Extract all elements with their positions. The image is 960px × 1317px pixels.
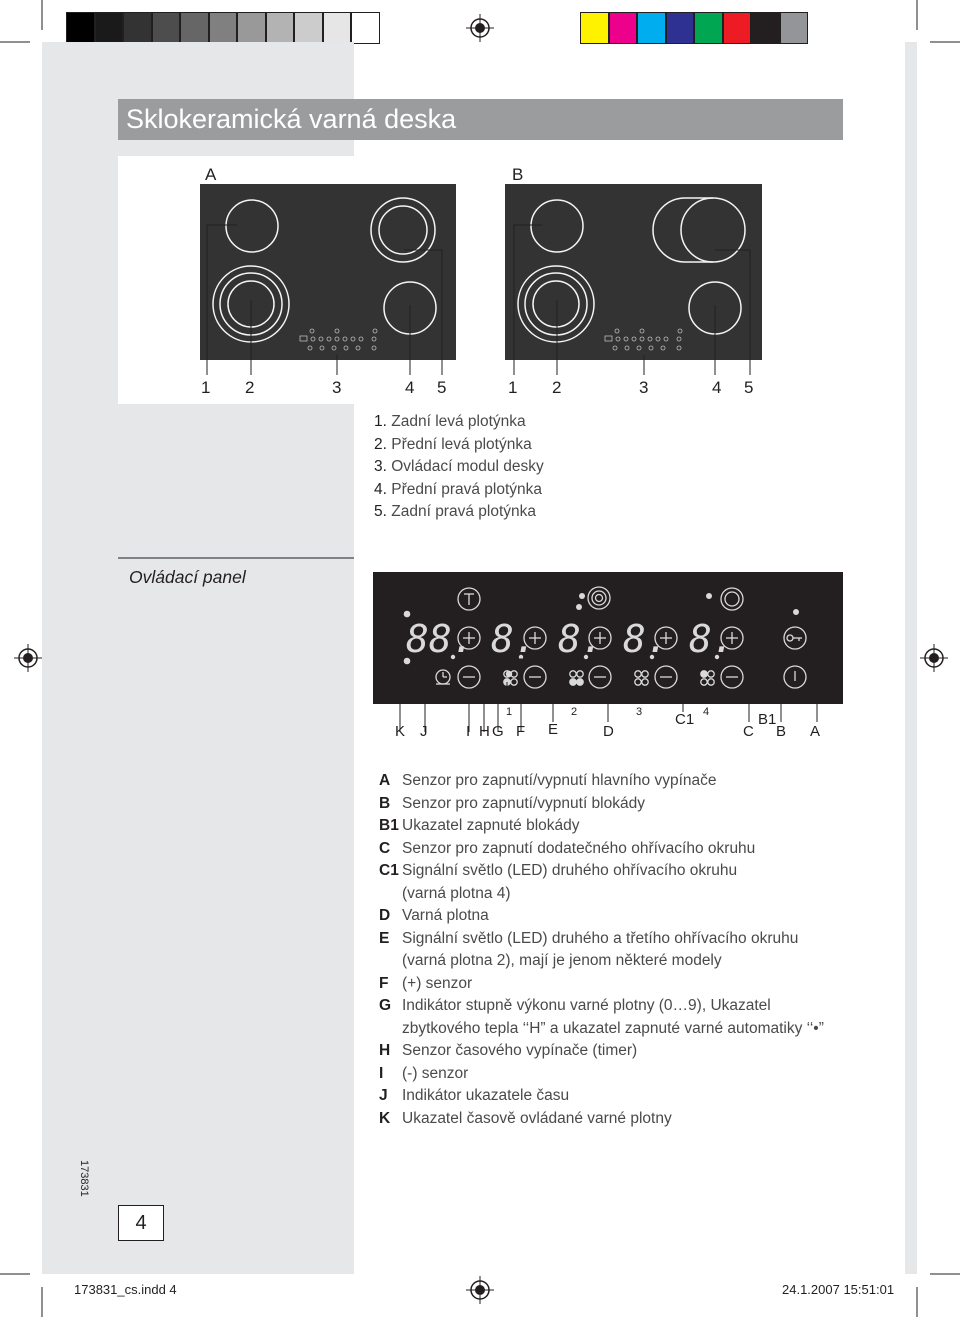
zone-number-3: 3 (636, 706, 643, 718)
panel-label-j: J (420, 723, 428, 740)
legend-item: G Indikátor stupně výkonu varné plotny (0…9), Ukazatel (379, 997, 771, 1014)
section-divider (118, 557, 354, 559)
list-item: 4. Přední pravá plotýnka (374, 480, 543, 498)
panel-label-k: K (395, 723, 406, 740)
list-item: 1. Zadní levá plotýnka (374, 413, 526, 430)
hob-a-number-5: 5 (437, 378, 447, 397)
legend-item: I (-) senzor (379, 1064, 469, 1082)
legend-item: F (+) senzor (379, 974, 473, 992)
panel-label-b1: B1 (758, 711, 777, 728)
legend-item: D Varná plotna (379, 907, 489, 924)
zone-number-4: 4 (703, 706, 710, 718)
list-item: 5. Zadní pravá plotýnka (374, 503, 537, 520)
panel-label-b: B (776, 723, 787, 740)
page-number: 4 (118, 1205, 164, 1241)
hob-b-number-5: 5 (744, 378, 754, 397)
hob-a-number-2: 2 (245, 378, 255, 397)
legend-item: C Senzor pro zapnutí dodatečného ohřívacího okruhu (379, 839, 756, 857)
zone2-display: 8. (558, 617, 604, 661)
list-item: 3. Ovládací modul desky (374, 458, 544, 475)
zone1-display: 8. (491, 617, 537, 661)
panel-label-i: I (466, 723, 471, 740)
legend-item: C1 Signální světlo (LED) druhého ohřívacího okruhu (379, 862, 738, 879)
hob-a-number-1: 1 (201, 378, 211, 397)
panel-label-c: C (743, 723, 754, 740)
legend-item: B1 Ukazatel zapnuté blokády (379, 817, 580, 834)
legend-list (379, 770, 824, 1130)
legend-item: A Senzor pro zapnutí/vypnutí hlavního vypínače (379, 772, 717, 789)
panel-label-f: F (516, 723, 526, 740)
legend-item: B Senzor pro zapnutí/vypnutí blokády (379, 794, 645, 812)
panel-label-e: E (548, 721, 559, 738)
legend-item: J Indikátor ukazatele času (379, 1087, 570, 1104)
hob-b-number-1: 1 (508, 378, 518, 397)
legend-item-continuation: (varná plotna 2), mají je jenom některé modely (402, 952, 722, 969)
panel-label-a: A (810, 723, 821, 740)
footer-file-info: 173831_cs.indd 4 (74, 1282, 177, 1297)
hob-a-label: A (205, 165, 217, 184)
legend-item: H Senzor časového vypínače (timer) (379, 1042, 638, 1059)
parts-list (374, 411, 544, 524)
panel-label-c1: C1 (675, 711, 695, 728)
hob-a-number-4: 4 (405, 378, 415, 397)
timer-display: 88. (406, 617, 475, 661)
legend-item: K Ukazatel časově ovládané varné plotny (379, 1109, 672, 1127)
hob-leader-lines (0, 0, 960, 400)
zone-number-2: 2 (571, 706, 578, 718)
zone-number-1: 1 (506, 706, 513, 718)
zone3-display: 8. (623, 617, 669, 661)
panel-label-g: G (492, 723, 504, 740)
panel-label-h: H (479, 723, 490, 740)
legend-item: E Signální světlo (LED) druhého a třetího ohřívacího okruhu (379, 929, 799, 947)
list-item: 2. Přední levá plotýnka (374, 435, 532, 453)
hob-b-number-4: 4 (712, 378, 722, 397)
hob-b-number-3: 3 (639, 378, 649, 397)
document-id: 173831 (78, 1160, 90, 1197)
section-title: Ovládací panel (129, 567, 246, 587)
footer-timestamp: 24.1.2007 15:51:01 (782, 1282, 895, 1297)
hob-b-number-2: 2 (552, 378, 562, 397)
legend-item-continuation: zbytkového tepla ‘‘H” a ukazatel zapnuté varné automatiky ‘‘•” (402, 1019, 824, 1037)
legend-item-continuation: (varná plotna 4) (402, 884, 511, 902)
zone4-display: 8. (689, 617, 735, 661)
panel-label-d: D (603, 723, 614, 740)
page-title: Sklokeramická varná deska (126, 104, 457, 134)
hob-a-number-3: 3 (332, 378, 342, 397)
hob-b-label: B (512, 165, 524, 184)
